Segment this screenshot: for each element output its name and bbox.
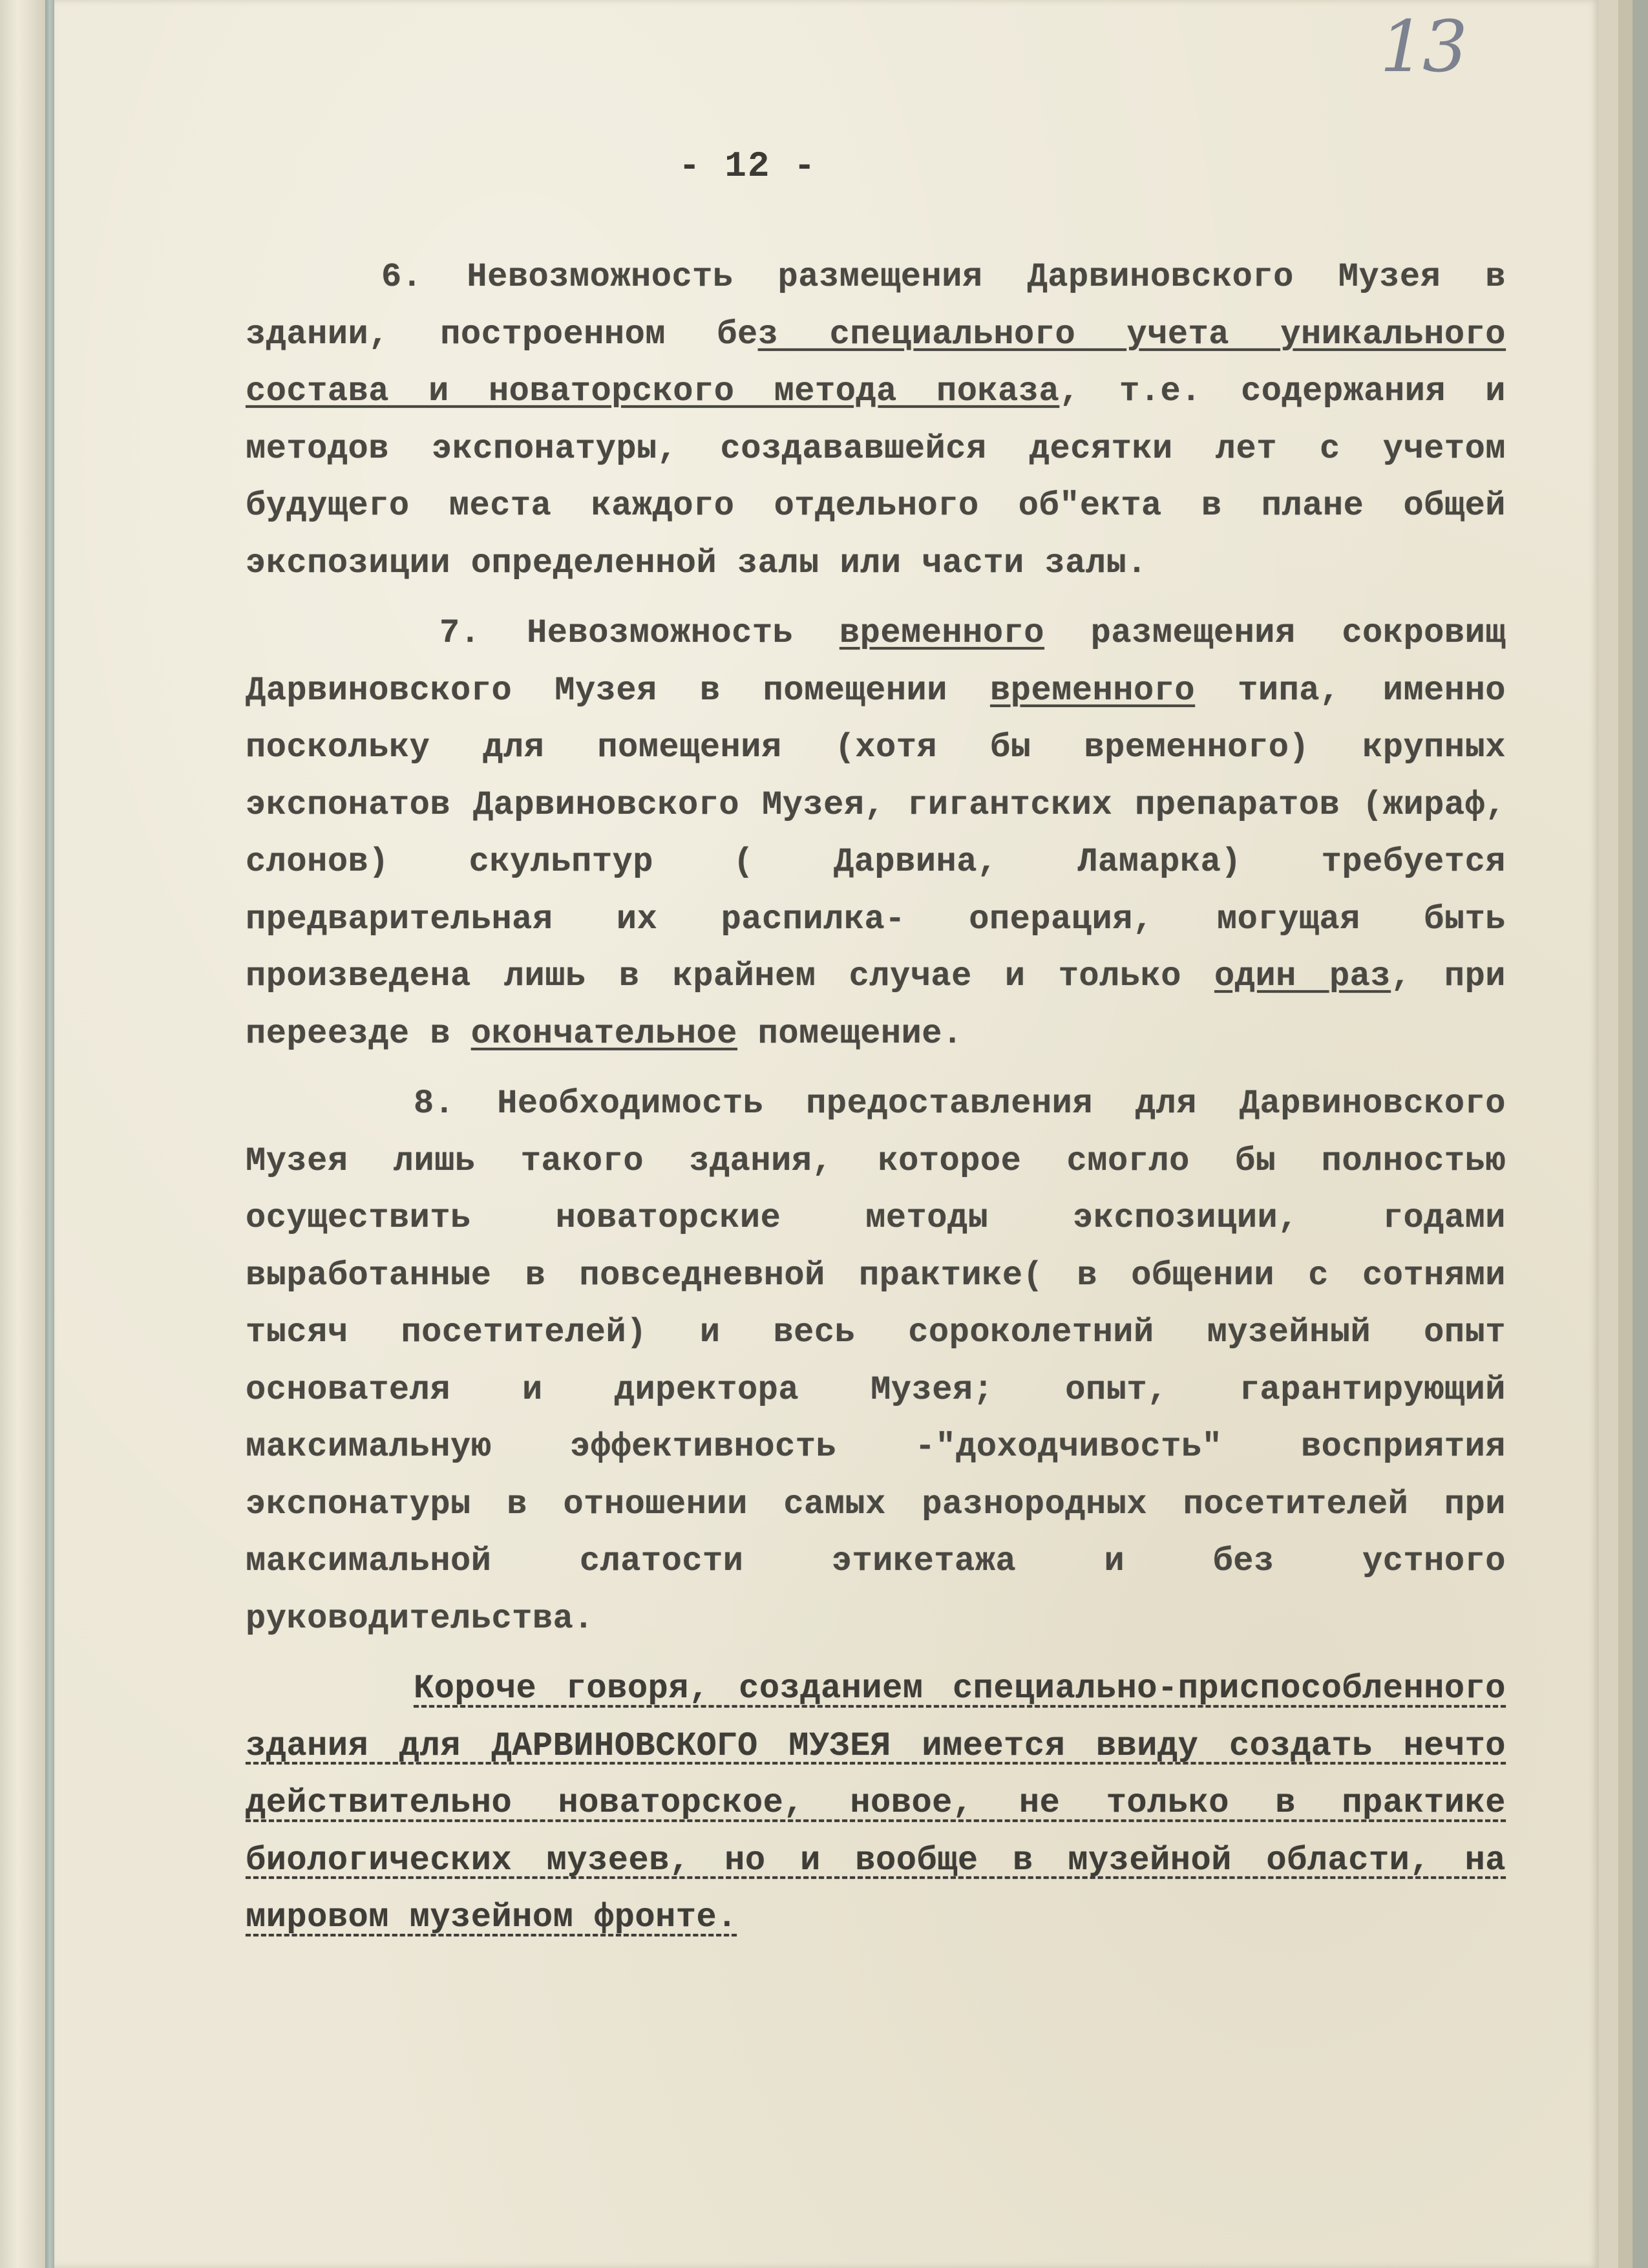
text-segment: 8. Необходимость предоставления для Дарвиновского Музея лишь такого здания, которое смогло бы полностью осуществить новаторские методы экспозиции, годами выработанные в повседневной практике( в общении с сотнями тысяч посетителей) и весь сороколетний музейный опыт основателя и директора Музея; опыт, гарантирующий максимальную эффективность -"доходчивость" восприятия экспонатуры в отношении самых разнородных посетителей при максимальной слатости этикетажа и без устного руководительства. [246,1085,1506,1638]
paragraph-conclusion [246,1660,1506,1947]
paragraph-7 [246,605,1506,1063]
underlined-segment: временного [990,671,1196,710]
text-segment: типа, именно поскольку для помещения (хотя бы временного) крупных экспонатов Дарвиновского Музея, гигантских препаратов (жираф, слонов) скульптур ( Дарвина, Ламарка) требуется предварительная их распилка- операция, могущая быть произведена лишь в крайнем случае и только [246,671,1506,995]
text-segment: размещения сокровищ Дарвиновского Музея в помещении [246,614,1506,710]
document-body [246,249,1506,1960]
text-segment: 6. Невозможность размещения Дарвиновского Музея в здании, построенном бе [246,258,1506,354]
text-segment: помещение. [737,1014,963,1053]
text-segment: , при переезде в [246,957,1506,1053]
binding-strip [0,0,45,2268]
page-edge [1599,0,1618,2268]
underlined-segment: з специального учета уникального состава и новаторского метода показа [246,315,1506,410]
text-segment: 7. Невозможность [439,614,840,652]
archive-folio-number: 13 [1380,5,1465,88]
underlined-segment: один раз [1214,957,1391,995]
binding-edge [45,0,54,2268]
paragraph-8 [246,1076,1506,1648]
underlined-segment: Короче говоря, созданием специально-приспособленного здания для ДАРВИНОВСКОГО МУЗЕЯ имеется ввиду создать нечто действительно новаторское, новое, не только в практике биологических музеев, но и вообще в музейной области, на мировом музейном фронте. [246,1669,1506,1936]
underlined-segment: окончательное [470,1014,737,1053]
paragraph-6 [246,249,1506,592]
page-edge [1632,0,1648,2268]
text-segment: , т.е. содержания и методов экспонатуры, создававшейся десятки лет с учетом будущего места каждого отдельного об"екта в плане общей экспозиции определенной залы или части залы. [246,372,1506,582]
page-edge [1618,0,1632,2268]
underlined-segment: временного [839,614,1044,652]
page-number: - 12 - [679,145,817,187]
